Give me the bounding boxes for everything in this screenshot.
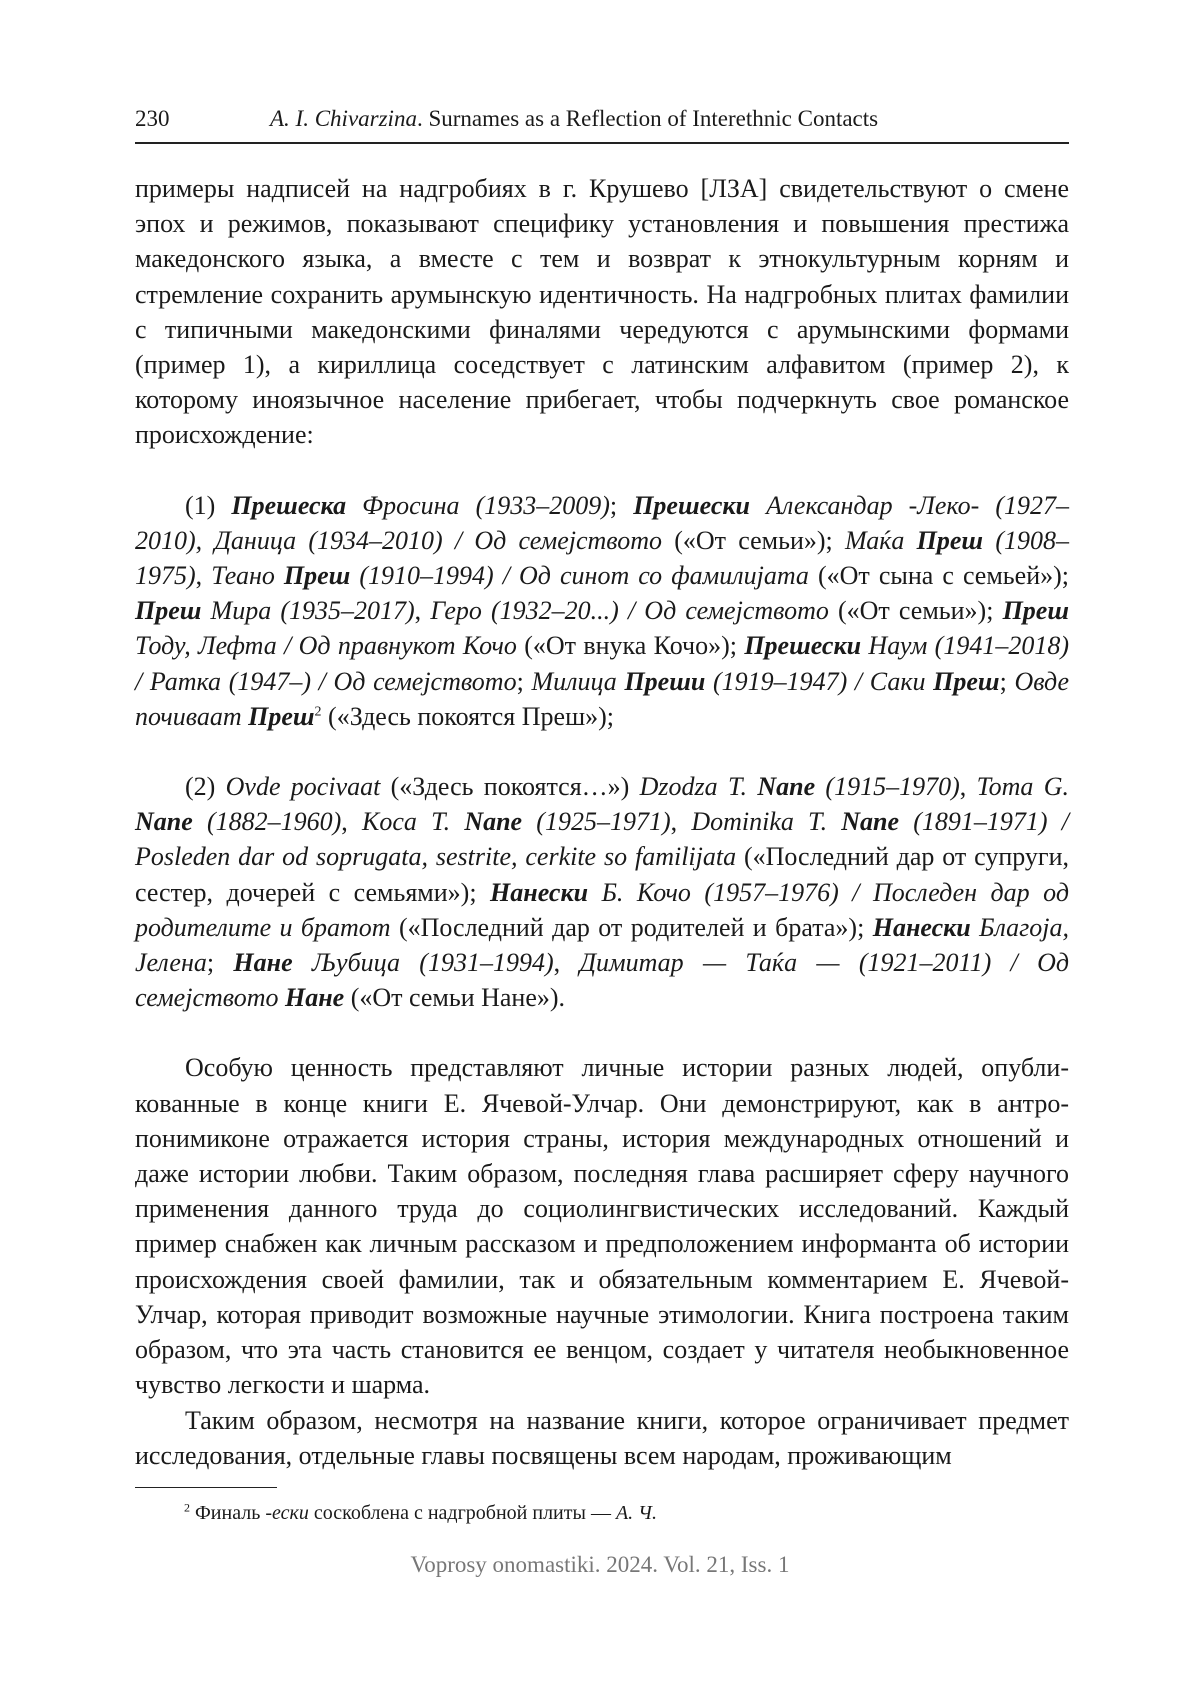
text-run: Ovde pocivaat [225, 772, 381, 802]
article-body [135, 171, 1069, 1473]
journal-footer: Voprosy onomastiki. 2024. Vol. 21, Iss. 1 [410, 1552, 790, 1577]
text-run: («Здесь покоятся…») [380, 772, 640, 802]
text-run: Nane [841, 807, 900, 837]
text-run: Финаль [190, 1502, 266, 1524]
footnote-ref: 2 [314, 704, 322, 720]
text-run: Љубица (1931–1994) [292, 948, 554, 978]
text-run: Преш [248, 701, 315, 731]
text-run: Nane [757, 772, 816, 802]
text-run: Нанески [490, 877, 589, 907]
text-run: («Последний дар от родителей и брата»); [390, 912, 873, 942]
text-run: Koca T. [362, 807, 465, 837]
text-run: («От семьи»); [828, 596, 1003, 626]
text-run: Нане [284, 983, 345, 1013]
text-run: , [414, 596, 431, 626]
text-run: (1908–1975) [135, 525, 1069, 591]
text-run: Таким образом, несмотря на название книги, которое ограничивает предмет исследования, отдельные главы посвящены всем народам, проживающим [135, 1405, 1069, 1470]
text-run: ; [999, 666, 1015, 696]
text-run: , [959, 772, 977, 802]
text-run: ; [609, 490, 634, 520]
text-run: (1919–1947) / Саки [705, 666, 934, 696]
text-run: Nane [464, 807, 523, 837]
text-run: Нанески [872, 912, 971, 942]
text-run: , [341, 807, 362, 837]
paragraph-continuation [135, 171, 1069, 453]
text-run: А. Ч. [615, 1502, 657, 1524]
text-run: Преш [1002, 596, 1069, 626]
text-run: Димитар — Таќа — (1921–2011) / Од семејството [135, 948, 1070, 1013]
text-run: Dominika T. [691, 807, 842, 837]
text-run: Маќа [844, 525, 917, 555]
text-run: Нане [233, 948, 293, 978]
text-run: Милица [531, 666, 625, 696]
text-run: , [195, 561, 212, 591]
text-run: («От сына с семьей»); [808, 561, 1069, 591]
running-title [270, 106, 878, 132]
paragraph-conclusion [135, 1403, 1069, 1473]
footnote-ref: 2 [184, 1500, 190, 1515]
text-run: примеры надписей на надгробиях в г. Крушево [ЛЗА] свидетельствуют о смене эпох и режимов, показывают специфику установления и повышения престижа македонского языка, а вместе с тем и возврат к этнокультурным корням и стремление сохранить арумынскую идентичность. На надгробных плитах фамилии с типичными македонскими финалями чередуются с арумынскими формами (пример 1), а кириллица соседствует с латинским алфавитом (пример 2), к которому иноязычное население прибегает, чтобы подчеркнуть свое романское происхождение: [135, 174, 1069, 450]
page-number: 230 [135, 106, 170, 131]
text-run: Мира (1935–2017) [201, 596, 415, 626]
text-run: Наум (1941–2018) / Ратка (1947–) / Од семејството [135, 631, 1069, 696]
text-run: (1891–1971) / Posleden dar od soprugata, sestrite, cerkite so familijata [135, 807, 1069, 872]
text-run: Особую ценность представляют личные истории разных людей, опубликованные в конце книги Е. Ячевой-Улчар. Они демонстрируют, как в антропонимиконе отражается история страны, история международных отношений и даже истории любви. Таким образом, последняя глава расширяет сферу научного применения данного труда до социолингвистических исследований. Каждый пример снабжен как личным рассказом и предположением информанта об истории происхождения своей фамилии, так и обязательным комментарием Е. Ячевой-Улчар, которая приводит возможные научные этимологии. Книга построена таким образом, что эта часть становится ее венцом, создает у читателя необыкновенное чувство легкости и шарма. [135, 1053, 1069, 1400]
text-run: Преш [283, 561, 351, 591]
text-run: , [670, 807, 692, 837]
footnote-divider [135, 1487, 277, 1488]
text-run: Toma G. [976, 772, 1069, 802]
text-run: Dzodza T. [639, 772, 758, 802]
text-run: («От семьи Нане»). [344, 983, 566, 1013]
text-run: , [553, 948, 580, 978]
text-run: (1882–1960) [192, 807, 342, 837]
text-run: Преш [135, 596, 202, 626]
text-run: ; [516, 666, 532, 696]
example-2 [135, 769, 1069, 1015]
text-run: -ески [265, 1502, 309, 1524]
text-run: («От семьи»); [662, 525, 845, 555]
example-1 [135, 488, 1069, 734]
text-run: Геро (1932–20...) / Од семејството [430, 596, 829, 626]
text-run: Теано [211, 561, 284, 591]
text-run: Прешески [633, 490, 750, 520]
footnote-2 [184, 1500, 1064, 1526]
running-header [135, 102, 1069, 144]
text-run: Б. Кочо (1957–1976) / Последен дар од родителите и братот [135, 877, 1069, 942]
text-run: Nane [135, 807, 193, 837]
text-run: Овде почиваат [135, 666, 1070, 731]
paragraph-personal-stories [135, 1050, 1069, 1402]
text-run: («От внука Кочо»); [516, 631, 745, 661]
text-run: Фросина (1933–2009) [346, 490, 610, 520]
text-run: Благоја, Јелена [135, 912, 1070, 978]
running-author: A. I. Chivarzina [270, 106, 417, 131]
text-run: («Последний дар от супруги, сестер, дочерей с семьями»); [135, 842, 1069, 907]
text-run: (1) [185, 490, 232, 520]
text-run: Преш [916, 525, 984, 555]
running-article-title: . Surnames as a Reflection of Interethnic Contacts [416, 106, 879, 131]
text-run: (1910–1994) / Од синот со фамилијата [350, 561, 809, 591]
text-run: («Здесь покоятся Преш»); [321, 701, 614, 731]
text-run: Прешеска [231, 490, 347, 520]
text-run: ; [206, 948, 234, 978]
text-run: Прешески [744, 631, 862, 661]
text-run: (2) [185, 772, 226, 802]
text-run: (1925–1971) [522, 807, 671, 837]
text-run: Тоду, Лефта / Од правнукот Кочо [135, 631, 517, 661]
text-run: Преш [933, 666, 1000, 696]
text-run: соскоблена с надгробной плиты — [308, 1502, 616, 1524]
text-run: Преши [624, 666, 706, 696]
text-run: Александар -Леко- (1927–2010), Даница (1934–2010) / Од семејството [135, 490, 1069, 555]
text-run: (1915–1970) [815, 772, 960, 802]
